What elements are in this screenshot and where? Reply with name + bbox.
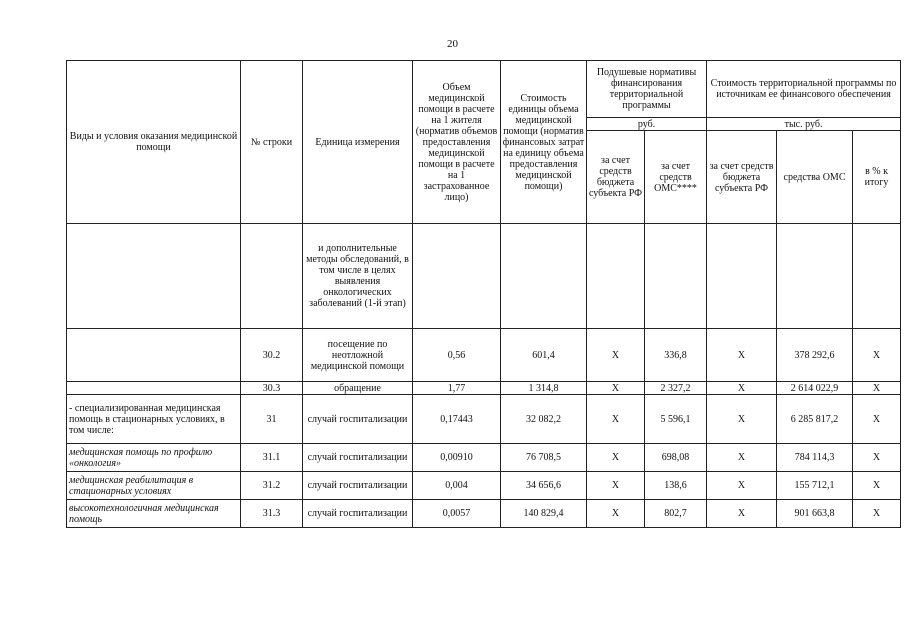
table-row (67, 472, 901, 500)
cell-pr-budget: X (707, 395, 777, 444)
cell-pc-oms: 802,7 (645, 500, 707, 528)
cell-volume: 0,56 (413, 329, 501, 382)
cell-kind: - специализированная медицинская помощь в стационарных условиях, в том числе: (67, 395, 241, 444)
cell-pr-percent: X (853, 329, 901, 382)
cell-cost-unit: 140 829,4 (501, 500, 587, 528)
cell-pr-oms: 155 712,1 (777, 472, 853, 500)
cell-pc-budget (587, 224, 645, 329)
cell-pr-oms: 2 614 022,9 (777, 382, 853, 395)
cell-unit: случай госпитализации (303, 472, 413, 500)
cell-no: 31.3 (241, 500, 303, 528)
cell-pc-budget: X (587, 472, 645, 500)
cell-pc-oms (645, 224, 707, 329)
cell-no (241, 224, 303, 329)
table-row (67, 500, 901, 528)
table-row (67, 382, 901, 395)
cell-volume: 0,004 (413, 472, 501, 500)
header-unit: Единица измерения (303, 61, 413, 224)
header-sub-percent: в % к итогу (853, 131, 901, 224)
cell-cost-unit: 76 708,5 (501, 444, 587, 472)
cell-kind: высокотехнологичная медицинская помощь (67, 500, 241, 528)
cell-cost-unit: 1 314,8 (501, 382, 587, 395)
header-unit-rub: руб. (587, 118, 707, 131)
table-row (67, 395, 901, 444)
cell-kind: медицинская реабилитация в стационарных условиях (67, 472, 241, 500)
cell-volume (413, 224, 501, 329)
cell-pc-oms: 2 327,2 (645, 382, 707, 395)
cell-pr-budget: X (707, 500, 777, 528)
cell-unit: обращение (303, 382, 413, 395)
cell-pr-percent (853, 224, 901, 329)
cell-pr-budget (707, 224, 777, 329)
cell-pc-budget: X (587, 329, 645, 382)
cell-unit: случай госпитализации (303, 444, 413, 472)
table-row (67, 224, 901, 329)
cell-pc-budget: X (587, 444, 645, 472)
cell-pr-budget: X (707, 472, 777, 500)
cell-pr-oms: 6 285 817,2 (777, 395, 853, 444)
cell-unit: и дополнительные методы обследований, в том числе в целях выявления онкологических заболеваний (1-й этап) (303, 224, 413, 329)
cell-pc-budget: X (587, 395, 645, 444)
page-number: 20 (447, 38, 458, 50)
cell-pc-oms: 698,08 (645, 444, 707, 472)
header-sub-oms: за счет средств ОМС**** (645, 131, 707, 224)
cell-cost-unit: 32 082,2 (501, 395, 587, 444)
cell-pr-budget: X (707, 382, 777, 395)
cell-no: 31 (241, 395, 303, 444)
cell-pc-oms: 336,8 (645, 329, 707, 382)
cell-volume: 1,77 (413, 382, 501, 395)
cell-no: 31.2 (241, 472, 303, 500)
cell-volume: 0,0057 (413, 500, 501, 528)
table-row (67, 329, 901, 382)
cell-unit: случай госпитализации (303, 500, 413, 528)
cell-pr-oms (777, 224, 853, 329)
cell-pr-percent: X (853, 500, 901, 528)
cell-cost-unit (501, 224, 587, 329)
header-sub-budget-2: за счет средств бюджета субъекта РФ (707, 131, 777, 224)
cell-unit: посещение по неотложной медицинской помощи (303, 329, 413, 382)
cell-no: 30.3 (241, 382, 303, 395)
table-row (67, 444, 901, 472)
cell-pr-percent: X (853, 395, 901, 444)
cell-pr-oms: 378 292,6 (777, 329, 853, 382)
header-kind: Виды и условия оказания медицинской помощи (67, 61, 241, 224)
cell-pr-budget: X (707, 329, 777, 382)
cell-pr-percent: X (853, 472, 901, 500)
header-program-cost: Стоимость территориальной программы по источникам ее финансового обеспечения (707, 61, 901, 118)
cell-no: 30.2 (241, 329, 303, 382)
program-cost-table (66, 60, 901, 528)
header-sub-budget: за счет средств бюджета субъекта РФ (587, 131, 645, 224)
header-unit-thousand-rub: тыс. руб. (707, 118, 901, 131)
header-sub-oms-2: средства ОМС (777, 131, 853, 224)
cell-pr-oms: 901 663,8 (777, 500, 853, 528)
cell-cost-unit: 601,4 (501, 329, 587, 382)
cell-unit: случай госпитализации (303, 395, 413, 444)
cell-kind (67, 224, 241, 329)
header-row-1 (67, 61, 901, 118)
cell-kind: медицинская помощь по профилю «онкология» (67, 444, 241, 472)
cell-pr-oms: 784 114,3 (777, 444, 853, 472)
cell-pc-budget: X (587, 500, 645, 528)
cell-volume: 0,17443 (413, 395, 501, 444)
cell-pr-budget: X (707, 444, 777, 472)
cell-kind (67, 382, 241, 395)
cell-cost-unit: 34 656,6 (501, 472, 587, 500)
header-volume: Объем медицинской помощи в расчете на 1 жителя (норматив объемов предоставления медицинской помощи в расчете на 1 застрахованное лицо) (413, 61, 501, 224)
cell-pc-budget: X (587, 382, 645, 395)
cell-pc-oms: 138,6 (645, 472, 707, 500)
header-cost-unit: Стоимость единицы объема медицинской помощи (норматив финансовых затрат на единицу объема предоставления медицинской помощи) (501, 61, 587, 224)
cell-pr-percent: X (853, 382, 901, 395)
header-per-capita: Подушевые нормативы финансирования территориальной программы (587, 61, 707, 118)
header-row-no: № строки (241, 61, 303, 224)
cell-pr-percent: X (853, 444, 901, 472)
cell-pc-oms: 5 596,1 (645, 395, 707, 444)
cell-no: 31.1 (241, 444, 303, 472)
cell-kind (67, 329, 241, 382)
cell-volume: 0,00910 (413, 444, 501, 472)
